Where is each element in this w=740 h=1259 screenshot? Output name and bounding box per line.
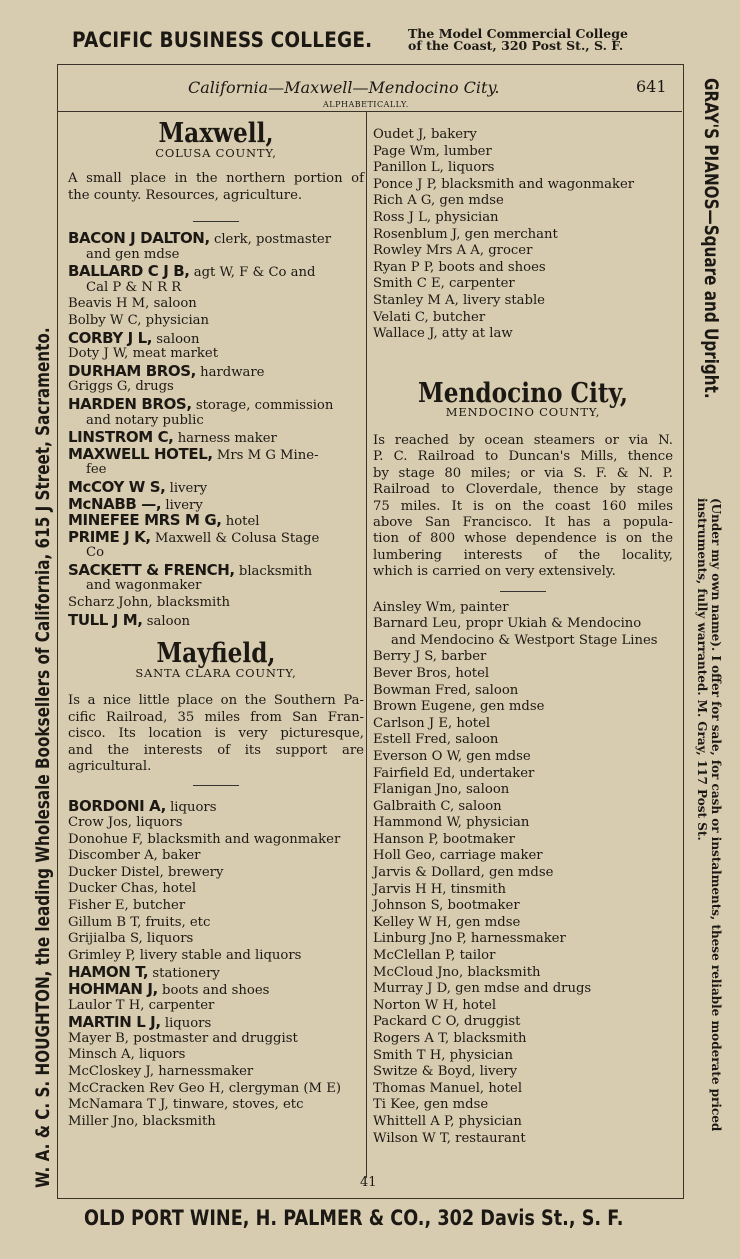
directory-entry: Ainsley Wm, painter (373, 599, 509, 615)
place-description-mayfield (68, 693, 364, 775)
county-maxwell: COLUSA COUNTY, (155, 145, 277, 160)
directory-entry-detail: stationery (148, 966, 220, 982)
directory-entry-detail: agt W, F & Co and (189, 265, 316, 281)
directory-entry: Barnard Leu, propr Ukiah & Mendocino (373, 616, 642, 632)
left-margin-ad (28, 88, 58, 1188)
directory-entry-detail: boots and shoes (157, 983, 270, 998)
directory-entry-name: HARDEN BROS, (68, 394, 192, 413)
directory-entry-name: BORDONI A, (68, 797, 166, 816)
directory-entry: Minsch A, liquors (68, 1047, 186, 1063)
directory-entry-name: MAXWELL HOTEL, (68, 444, 213, 463)
description-line: which is carried on very extensively. (373, 564, 616, 580)
directory-entry: Fairfield Ed, undertaker (373, 765, 535, 781)
directory-entry-continuation: and notary public (86, 412, 204, 428)
directory-entry (68, 964, 364, 981)
directory-entry: Thomas Manuel, hotel (373, 1080, 523, 1096)
top-banner (0, 22, 740, 62)
directory-entry: Rich A G, gen mdse (373, 193, 504, 209)
directory-entry-name: HAMON T, (68, 963, 149, 982)
place-heading-mayfield: Mayfield, (156, 638, 276, 670)
directory-entry-name: SACKETT & FRENCH, (68, 560, 235, 579)
directory-entry: Whittell A P, physician (373, 1113, 522, 1129)
tagline-line-1: The Model Commercial College (408, 26, 628, 41)
directory-entry-continuation: fee (86, 462, 107, 478)
directory-entry: Flanigan Jno, saloon (373, 782, 510, 798)
mendocino-directory-list (373, 600, 673, 1148)
directory-entry: Panillon L, liquors (373, 160, 495, 176)
description-line: tion of 800 whose dependence is on the (373, 531, 673, 547)
description-line: cisco. Its location is very picturesque, (68, 726, 364, 742)
directory-entry-detail: saloon (142, 613, 191, 629)
directory-entry: Stanley M A, livery stable (373, 292, 545, 308)
description-line: cific Railroad, 35 miles from San Fran- (68, 709, 364, 725)
directory-entry-continuation: Cal P & N R R (86, 279, 182, 295)
directory-entry-detail: storage, commission (191, 397, 334, 413)
directory-entry-name: McCOY W S, (68, 477, 166, 496)
directory-entry: Bolby W C, physician (68, 312, 210, 328)
directory-entry (68, 263, 364, 280)
directory-entry: McClellan P, tailor (373, 948, 496, 964)
page-number: 641 (636, 77, 667, 96)
directory-entry: Kelley W H, gen mdse (373, 914, 521, 930)
directory-entry: Smith C E, carpenter (373, 276, 515, 292)
description-line: A small place in the northern portion of (68, 171, 364, 187)
running-head (58, 76, 682, 110)
directory-entry-detail: blacksmith (234, 563, 313, 579)
directory-entry-continuation: and gen mdse (86, 246, 180, 262)
directory-entry: Everson O W, gen mdse (373, 748, 531, 764)
directory-entry (68, 230, 364, 247)
directory-entry: McCloskey J, harnessmaker (68, 1063, 254, 1079)
directory-entry: Ducker Chas, hotel (68, 881, 197, 897)
description-line: agricultural. (68, 759, 152, 775)
directory-entry-detail: livery (161, 497, 203, 513)
place-heading-maxwell: Maxwell, (158, 118, 274, 149)
running-head-rule (58, 111, 682, 112)
directory-entry: Bowman Fred, saloon (373, 682, 519, 698)
directory-entry: Bever Bros, hotel (373, 665, 490, 681)
directory-entry-continuation: Co (86, 545, 105, 561)
directory-entry: Holl Geo, carriage maker (373, 848, 543, 864)
directory-entry-name: HOHMAN J, (68, 980, 158, 998)
county-mendocino: MENDOCINO COUNTY, (445, 405, 601, 420)
directory-entry-detail: liquors (160, 1016, 212, 1032)
directory-entry (68, 981, 364, 998)
directory-entry: Wilson W T, restaurant (373, 1130, 526, 1146)
directory-entry: Page Wm, lumber (373, 143, 492, 159)
directory-entry (68, 429, 364, 446)
directory-entry-name: MARTIN L J, (68, 1013, 161, 1032)
directory-entry: Hammond W, physician (373, 815, 530, 831)
directory-entry: McNamara T J, tinware, stoves, etc (68, 1097, 304, 1113)
directory-entry: Donohue F, blacksmith and wagonmaker (68, 831, 341, 847)
directory-entry: Murray J D, gen mdse and drugs (373, 981, 592, 997)
directory-entry: Rowley Mrs A A, grocer (373, 243, 533, 259)
directory-entry-detail: livery (165, 480, 208, 496)
directory-entry: Ponce J P, blacksmith and wagonmaker (373, 176, 635, 192)
directory-entry-detail: clerk, postmaster (209, 232, 332, 247)
directory-entry-detail: harness maker (173, 431, 277, 447)
right-margin-ad (682, 78, 722, 1168)
directory-entry: Jarvis H H, tinsmith (373, 881, 506, 897)
directory-entry: Jarvis & Dollard, gen mdse (373, 865, 554, 881)
directory-entry: Mayer B, postmaster and druggist (68, 1030, 298, 1046)
description-line: and the interests of its support are (68, 742, 364, 758)
directory-entry: Velati C, butcher (373, 309, 486, 325)
footer-ad: OLD PORT WINE, H. PALMER & CO., 302 Davis St., S. F. (84, 1206, 624, 1230)
directory-entry-detail: saloon (152, 331, 200, 347)
directory-entry: Rogers A T, blacksmith (373, 1031, 527, 1046)
directory-entry-name: MINEFEE MRS M G, (68, 511, 222, 530)
directory-entry (68, 496, 364, 513)
directory-entry: Switze & Boyd, livery (373, 1064, 518, 1080)
directory-entry: Griggs G, drugs (68, 379, 174, 395)
directory-entry: Grijialba S, liquors (68, 931, 194, 947)
description-line: by stage 80 miles; or via S. F. & N. P. (373, 465, 673, 481)
directory-entry (68, 1014, 364, 1031)
directory-entry (68, 479, 364, 496)
directory-entry: Crow Jos, liquors (68, 815, 183, 831)
directory-entry (68, 529, 364, 546)
directory-entry-name: DURHAM BROS, (68, 361, 196, 380)
directory-entry: Berry J S, barber (373, 649, 487, 665)
mayfield-directory-list-continued (373, 127, 673, 343)
directory-entry: Rosenblum J, gen merchant (373, 226, 558, 242)
top-banner-tagline (408, 28, 670, 52)
directory-entry: Johnson S, bootmaker (373, 898, 520, 914)
directory-entry-name: BALLARD C J B, (68, 262, 190, 281)
description-line: P. C. Railroad to Duncan's Mills, thence (373, 449, 673, 465)
directory-entry: Beavis H M, saloon (68, 296, 197, 312)
directory-entry: Miller Jno, blacksmith (68, 1113, 216, 1129)
directory-entry (68, 330, 364, 347)
directory-entry: Doty J W, meat market (68, 346, 218, 362)
directory-entry: Norton W H, hotel (373, 997, 497, 1013)
directory-entry: Ducker Distel, brewery (68, 864, 224, 880)
directory-entry: Ryan P P, boots and shoes (373, 259, 546, 275)
place-description-maxwell (68, 171, 364, 204)
directory-entry: Grimley P, livery stable and liquors (68, 947, 302, 963)
directory-entry (68, 396, 364, 413)
county-mayfield: SANTA CLARA COUNTY, (135, 665, 297, 680)
directory-entry (68, 512, 364, 529)
section-rule (193, 221, 239, 222)
right-margin-ad-desc: (Under my own name). I offer for sale, for cash or instalments, these reliable moderate priced instruments, fully warranted. M. Gray, 117 Post St. (695, 498, 723, 1132)
directory-entry-detail: hardware (195, 364, 265, 380)
description-line: 75 miles. It is on the coast 160 miles (373, 498, 673, 514)
description-line: the county. Resources, agriculture. (68, 187, 303, 203)
directory-entry: Hanson P, bootmaker (373, 831, 515, 847)
right-margin-ad-title: GRAY'S PIANOS—Square and Upright. (700, 78, 722, 399)
mayfield-directory-list (68, 798, 364, 1130)
directory-entry: Linburg Jno P, harnessmaker (373, 931, 566, 947)
directory-entry (68, 363, 364, 380)
directory-entry: Laulor T H, carpenter (68, 997, 215, 1013)
directory-entry: Gillum B T, fruits, etc (68, 914, 211, 930)
directory-entry-name: CORBY J L, (68, 328, 153, 347)
directory-entry: Oudet J, bakery (373, 127, 477, 142)
directory-entry: Ross J L, physician (373, 209, 499, 225)
directory-entry-detail: liquors (165, 800, 217, 816)
tagline-line-2: of the Coast, 320 Post St., S. F. (408, 38, 624, 53)
running-head-subtitle: ALPHABETICALLY. (323, 100, 409, 109)
place-description-mendocino (373, 433, 673, 581)
directory-entry: Smith T H, physician (373, 1047, 513, 1063)
directory-entry: Fisher E, butcher (68, 898, 186, 914)
directory-entry: Estell Fred, saloon (373, 732, 499, 748)
left-column (68, 118, 364, 1130)
directory-entry-name: PRIME J K, (68, 527, 151, 546)
directory-entry-name: TULL J M, (68, 610, 143, 629)
directory-entry: Galbraith C, saloon (373, 798, 502, 814)
directory-entry-continuation: and wagonmaker (86, 578, 202, 594)
directory-entry (68, 612, 364, 629)
directory-entry-detail: Mrs M G Mine- (212, 447, 319, 463)
left-margin-ad-text: W. A. & C. S. HOUGHTON, the leading Wholesale Booksellers of California, 615 J Street, Sacramento. (32, 327, 54, 1188)
directory-entry: Discomber A, baker (68, 848, 201, 864)
directory-entry-detail: Maxwell & Colusa Stage (150, 530, 320, 546)
right-column (373, 127, 673, 1147)
directory-entry (68, 562, 364, 579)
description-line: Is a nice little place on the Southern Pa- (68, 693, 364, 709)
section-rule (500, 591, 546, 592)
directory-entry: Carlson J E, hotel (373, 715, 491, 731)
description-line: above San Francisco. It has a popula- (373, 514, 673, 530)
directory-entry: Packard C O, druggist (373, 1014, 521, 1030)
directory-entry (68, 446, 364, 463)
description-line: lumbering interests of the locality, (373, 547, 673, 563)
directory-entry: Wallace J, atty at law (373, 326, 513, 342)
running-head-title: California—Maxwell—Mendocino City. (188, 78, 500, 97)
description-line: Railroad to Cloverdale, thence by stage (373, 482, 673, 498)
directory-entry-continuation: and Mendocino & Westport Stage Lines (391, 632, 658, 648)
directory-entry-detail: hotel (221, 514, 260, 530)
bottom-page-number: 41 (360, 1175, 377, 1190)
description-line: Is reached by ocean steamers or via N. (373, 432, 673, 448)
directory-entry-name: BACON J DALTON, (68, 229, 210, 247)
section-rule (193, 785, 239, 786)
place-heading-mendocino: Mendocino City, (418, 377, 628, 409)
top-banner-main: PACIFIC BUSINESS COLLEGE. (72, 28, 373, 52)
directory-entry (68, 798, 364, 815)
directory-entry: Scharz John, blacksmith (68, 595, 230, 611)
directory-entry: McCloud Jno, blacksmith (373, 964, 541, 980)
column-divider (366, 112, 367, 1178)
directory-entry: Brown Eugene, gen mdse (373, 699, 545, 715)
directory-entry: Ti Kee, gen mdse (373, 1097, 489, 1113)
directory-entry-name: LINSTROM C, (68, 428, 174, 447)
maxwell-directory-list (68, 230, 364, 628)
directory-entry-name: McNABB —, (68, 494, 162, 513)
directory-entry: McCracken Rev Geo H, clergyman (M E) (68, 1080, 342, 1096)
